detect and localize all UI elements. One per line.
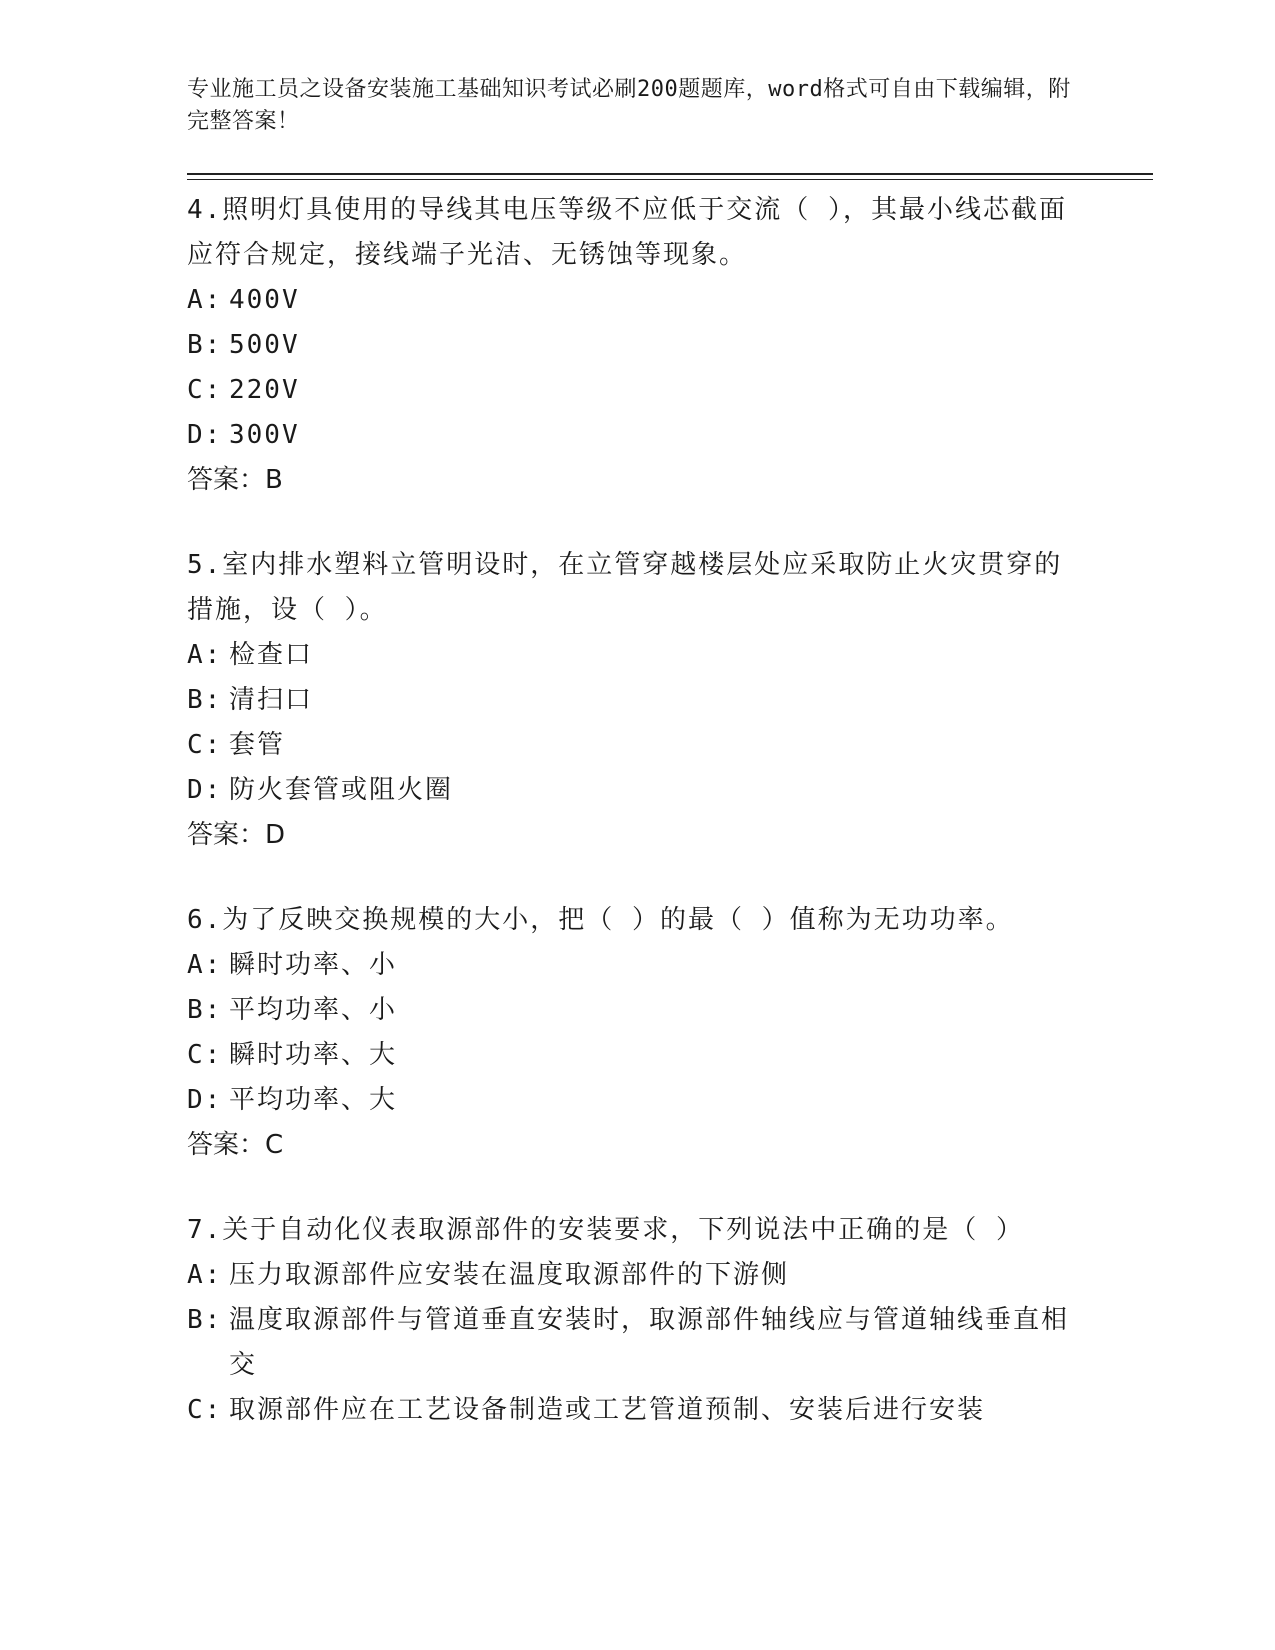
option-letter: B:	[187, 685, 223, 715]
option-c	[187, 368, 1077, 413]
option-a	[187, 1253, 1077, 1298]
question-stem: 6.为了反映交换规模的大小，把（ ）的最（ ）值称为无功功率。	[187, 905, 1014, 935]
option-text: 检查口	[229, 640, 314, 670]
option-letter: D:	[187, 1085, 223, 1115]
option-text: 清扫口	[229, 685, 314, 715]
option-a	[187, 943, 1077, 988]
option-letter: C:	[187, 1395, 223, 1425]
option-d	[187, 1078, 1077, 1123]
option-text: 500V	[229, 330, 300, 360]
option-text: 平均功率、大	[229, 1085, 398, 1115]
option-d	[187, 768, 1077, 813]
option-c	[187, 1388, 1077, 1433]
option-text: 防火套管或阻火圈	[229, 775, 454, 805]
option-letter: B:	[187, 995, 223, 1025]
answer-line: 答案：B	[187, 465, 283, 495]
question-stem: 7.关于自动化仪表取源部件的安装要求，下列说法中正确的是（ ）	[187, 1215, 1024, 1245]
option-text: 400V	[229, 285, 300, 315]
option-a	[187, 278, 1077, 323]
option-b	[187, 323, 1077, 368]
answer-line: 答案：C	[187, 1130, 284, 1160]
option-text: 取源部件应在工艺设备制造或工艺管道预制、安装后进行安装	[229, 1395, 986, 1425]
option-text: 压力取源部件应安装在温度取源部件的下游侧	[229, 1260, 790, 1290]
option-letter: A:	[187, 285, 223, 315]
question-list	[187, 188, 1077, 1473]
option-b	[187, 988, 1077, 1033]
option-b	[187, 1298, 1077, 1388]
option-letter: C:	[187, 730, 223, 760]
answer-line: 答案：D	[187, 820, 286, 850]
question-4	[187, 188, 1077, 503]
option-letter: B:	[187, 330, 223, 360]
option-a	[187, 633, 1077, 678]
option-letter: C:	[187, 375, 223, 405]
header-divider-thin	[187, 179, 1153, 180]
option-c	[187, 723, 1077, 768]
document-header: 专业施工员之设备安装施工基础知识考试必刷200题题库，word格式可自由下载编辑，附完整答案！	[187, 77, 1071, 134]
option-letter: D:	[187, 420, 223, 450]
option-text: 瞬时功率、小	[229, 950, 398, 980]
header-divider-thick	[187, 173, 1153, 175]
option-letter: A:	[187, 640, 223, 670]
question-5	[187, 543, 1077, 858]
option-letter: A:	[187, 950, 223, 980]
option-letter: A:	[187, 1260, 223, 1290]
option-d	[187, 413, 1077, 458]
option-text: 平均功率、小	[229, 995, 398, 1025]
question-7	[187, 1208, 1077, 1433]
question-stem: 4.照明灯具使用的导线其电压等级不应低于交流（ ），其最小线芯截面应符合规定，接线端子光洁、无锈蚀等现象。	[187, 195, 1067, 270]
question-6	[187, 898, 1077, 1168]
option-letter: B:	[187, 1305, 223, 1335]
question-stem: 5.室内排水塑料立管明设时，在立管穿越楼层处应采取防止火灾贯穿的措施，设（ ）。	[187, 550, 1063, 625]
option-text: 220V	[229, 375, 300, 405]
option-letter: D:	[187, 775, 223, 805]
option-text: 300V	[229, 420, 300, 450]
option-text: 套管	[229, 730, 286, 760]
option-text: 瞬时功率、大	[229, 1040, 398, 1070]
option-c	[187, 1033, 1077, 1078]
option-b	[187, 678, 1077, 723]
option-text: 温度取源部件与管道垂直安装时，取源部件轴线应与管道轴线垂直相交	[229, 1305, 1070, 1380]
option-letter: C:	[187, 1040, 223, 1070]
